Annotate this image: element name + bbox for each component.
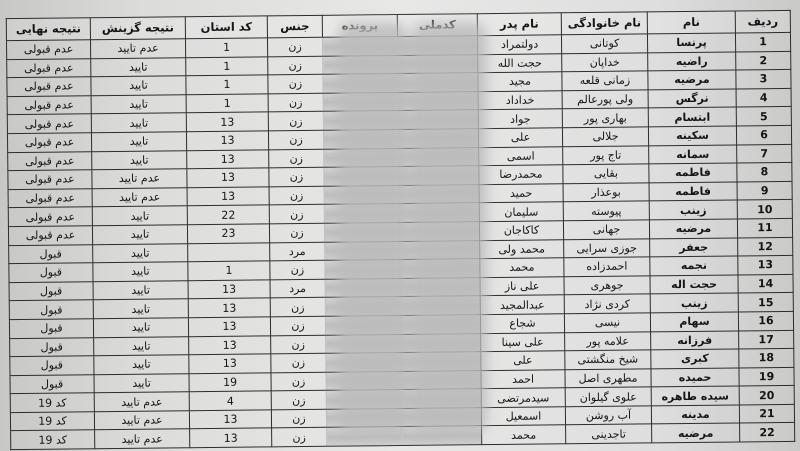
selection-result-cell: تایید xyxy=(91,76,186,96)
selection-result-cell: تایید xyxy=(92,206,187,226)
selection-result-cell: تایید xyxy=(93,280,188,300)
father-name-cell: اسمعیل xyxy=(481,407,565,426)
row-index-cell: 21 xyxy=(739,404,794,423)
first-name-cell: زینب xyxy=(649,200,737,220)
header-last-name: نام خانوادگی xyxy=(561,12,647,35)
province-code-cell: 13 xyxy=(189,410,271,429)
header-row-index: ردیف xyxy=(735,10,790,33)
father-name-cell: سیدمرتضی xyxy=(481,388,565,407)
first-name-cell: مرضیه xyxy=(652,423,740,443)
row-index-cell: 20 xyxy=(739,386,794,405)
row-index-cell: 12 xyxy=(738,237,793,256)
first-name-cell: نرگس xyxy=(648,89,736,109)
last-name-cell: جهانی xyxy=(563,220,649,239)
selection-result-cell: عدم تایید xyxy=(94,411,189,431)
row-index-cell: 15 xyxy=(738,293,793,312)
final-result-cell: عدم قبولی xyxy=(8,151,92,170)
first-name-cell: فاطمه xyxy=(649,163,737,183)
gender-cell: زن xyxy=(271,335,326,354)
last-name-cell: زمانی قلعه xyxy=(562,71,648,90)
selection-result-cell: تایید xyxy=(93,299,188,319)
row-index-cell: 7 xyxy=(737,144,792,163)
first-name-cell: مرضیه xyxy=(649,219,737,239)
father-name-cell: سلیمان xyxy=(479,202,563,221)
gender-cell: زن xyxy=(269,186,324,205)
first-name-cell: راضیه xyxy=(648,52,736,72)
selection-result-cell: تایید xyxy=(91,95,186,115)
gender-cell: مرد xyxy=(270,279,325,298)
father-name-cell: محمد ولی xyxy=(480,239,564,258)
province-code-cell: 13 xyxy=(190,428,272,447)
final-result-cell: قبول xyxy=(10,356,94,375)
gender-cell: مرد xyxy=(270,242,325,261)
selection-result-cell: تایید xyxy=(91,57,186,77)
father-name-cell: حجت الله xyxy=(478,53,562,72)
header-first-name: نام xyxy=(647,11,735,34)
row-index-cell: 11 xyxy=(737,218,792,237)
first-name-cell: کبری xyxy=(651,349,739,369)
last-name-cell: علوی گیلوان xyxy=(565,387,651,406)
father-name-cell: احمد xyxy=(481,369,565,388)
selection-result-cell: عدم تایید xyxy=(92,169,187,189)
row-index-cell: 18 xyxy=(739,348,794,367)
first-name-cell: سهام xyxy=(650,312,738,332)
last-name-cell: جوهری xyxy=(564,276,650,295)
gender-cell: زن xyxy=(270,316,325,335)
father-name-cell: محمدرضا xyxy=(479,165,563,184)
final-result-cell: عدم قبولی xyxy=(7,58,91,77)
province-code-cell: 19 xyxy=(189,373,271,392)
row-index-cell: 13 xyxy=(738,256,793,275)
province-code-cell: 22 xyxy=(187,205,269,224)
gender-cell: زن xyxy=(268,93,323,112)
last-name-cell: پیوسته xyxy=(563,201,649,220)
final-result-cell: عدم قبولی xyxy=(7,77,91,96)
row-index-cell: 17 xyxy=(739,330,794,349)
gender-cell: زن xyxy=(269,205,324,224)
row-index-cell: 19 xyxy=(739,367,794,386)
gender-cell: زن xyxy=(271,372,326,391)
final-result-cell: کد 19 xyxy=(11,430,95,449)
final-result-cell: عدم قبولی xyxy=(8,226,92,245)
row-index-cell: 10 xyxy=(737,200,792,219)
father-name-cell: مجید xyxy=(478,72,562,91)
father-name-cell: محمد xyxy=(480,258,564,277)
father-name-cell: حمید xyxy=(479,184,563,203)
province-code-cell: 13 xyxy=(188,317,270,336)
final-result-cell: قبول xyxy=(9,244,93,263)
first-name-cell: ابتسام xyxy=(648,107,736,127)
last-name-cell: بوعذار xyxy=(563,183,649,202)
last-name-cell: خداپان xyxy=(562,52,648,71)
selection-result-cell: تایید xyxy=(94,336,189,356)
selection-result-cell: عدم تایید xyxy=(90,39,185,59)
final-result-cell: کد 19 xyxy=(10,393,94,412)
province-code-cell: 1 xyxy=(188,261,270,280)
last-name-cell: جلالی xyxy=(562,127,648,146)
last-name-cell: نیسی xyxy=(564,313,650,332)
final-result-cell: کد 19 xyxy=(10,412,94,431)
row-index-cell: 3 xyxy=(736,70,791,89)
final-result-cell: عدم قبولی xyxy=(7,133,91,152)
gender-cell: زن xyxy=(271,353,326,372)
last-name-cell: مطهری اصل xyxy=(565,369,651,388)
first-name-cell: سیده طاهره xyxy=(651,386,739,406)
final-result-cell: قبول xyxy=(10,337,94,356)
province-code-cell: 13 xyxy=(187,187,269,206)
row-index-cell: 14 xyxy=(738,274,793,293)
province-code-cell: 13 xyxy=(189,335,271,354)
first-name-cell: فاطمه xyxy=(649,182,737,202)
redaction-blur-file-number xyxy=(338,22,408,434)
province-code-cell: 13 xyxy=(187,168,269,187)
first-name-cell: حمیده xyxy=(651,368,739,388)
province-code-cell: 1 xyxy=(185,38,267,57)
father-name-cell: شجاع xyxy=(480,314,564,333)
row-index-cell: 1 xyxy=(735,32,790,51)
selection-result-cell: عدم تایید xyxy=(92,187,187,207)
last-name-cell: ولی پورعالم xyxy=(562,90,648,109)
province-code-cell: 13 xyxy=(188,280,270,299)
gender-cell: زن xyxy=(269,223,324,242)
row-index-cell: 5 xyxy=(736,107,791,126)
gender-cell: زن xyxy=(270,260,325,279)
father-name-cell: اسمی xyxy=(479,146,563,165)
last-name-cell: جوزی سرایی xyxy=(564,238,650,257)
father-name-cell: علی xyxy=(481,351,565,370)
redaction-blur-national-code xyxy=(411,22,487,434)
selection-result-cell: تایید xyxy=(93,262,188,282)
final-result-cell: عدم قبولی xyxy=(7,96,91,115)
gender-cell: زن xyxy=(269,149,324,168)
province-code-cell: 4 xyxy=(189,391,271,410)
first-name-cell: فرزانه xyxy=(651,330,739,350)
last-name-cell: کردی نژاد xyxy=(564,294,650,313)
final-result-cell: عدم قبولی xyxy=(6,40,90,59)
province-code-cell: 13 xyxy=(189,354,271,373)
province-code-cell: 13 xyxy=(186,131,268,150)
selection-result-cell: تایید xyxy=(91,132,186,152)
last-name-cell: کوتانی xyxy=(561,34,647,53)
last-name-cell: احمدزاده xyxy=(564,257,650,276)
selection-result-cell: عدم تایید xyxy=(94,392,189,412)
last-name-cell: بهاری پور xyxy=(562,108,648,127)
final-result-cell: قبول xyxy=(9,300,93,319)
gender-cell: زن xyxy=(268,130,323,149)
province-code-cell: 1 xyxy=(186,56,268,75)
selection-result-cell: تایید xyxy=(92,150,187,170)
header-province-code: کد استان xyxy=(185,16,267,39)
row-index-cell: 6 xyxy=(736,125,791,144)
first-name-cell: زینب xyxy=(650,293,738,313)
first-name-cell: مرضیه xyxy=(648,70,736,90)
father-name-cell: محمد xyxy=(482,425,566,444)
gender-cell: زن xyxy=(267,37,322,56)
gender-cell: زن xyxy=(268,112,323,131)
father-name-cell: دولتمراد xyxy=(477,35,561,54)
final-result-cell: عدم قبولی xyxy=(8,188,92,207)
row-index-cell: 8 xyxy=(737,163,792,182)
row-index-cell: 9 xyxy=(737,181,792,200)
father-name-cell: عبدالمجید xyxy=(480,295,564,314)
last-name-cell: تاج پور xyxy=(563,145,649,164)
gender-cell: زن xyxy=(272,428,327,447)
province-code-cell: 13 xyxy=(188,298,270,317)
last-name-cell: تاجدینی xyxy=(566,424,652,443)
gender-cell: زن xyxy=(271,409,326,428)
final-result-cell: قبول xyxy=(9,319,93,338)
first-name-cell: سکینه xyxy=(648,126,736,146)
header-father-name: نام پدر xyxy=(477,13,561,36)
final-result-cell: عدم قبولی xyxy=(8,170,92,189)
final-result-cell: عدم قبولی xyxy=(8,207,92,226)
final-result-cell: عدم قبولی xyxy=(7,114,91,133)
province-code-cell: 13 xyxy=(186,112,268,131)
first-name-cell: حجت اله xyxy=(650,275,738,295)
province-code-cell xyxy=(188,242,270,261)
father-name-cell: علی ناز xyxy=(480,277,564,296)
last-name-cell: آب روشن xyxy=(565,406,651,425)
father-name-cell: کاکاجان xyxy=(479,221,563,240)
father-name-cell: علی سینا xyxy=(481,332,565,351)
last-name-cell: بقایی xyxy=(563,164,649,183)
province-code-cell: 13 xyxy=(187,149,269,168)
first-name-cell: پرنسا xyxy=(647,33,735,53)
father-name-cell: علی xyxy=(478,128,562,147)
final-result-cell: قبول xyxy=(10,374,94,393)
selection-result-cell: تایید xyxy=(91,113,186,133)
first-name-cell: جعفر xyxy=(650,238,738,258)
first-name-cell: نجمه xyxy=(650,256,738,276)
header-gender: جنس xyxy=(267,15,322,38)
selection-result-cell: تایید xyxy=(93,318,188,338)
gender-cell: زن xyxy=(270,298,325,317)
province-code-cell: 23 xyxy=(187,224,269,243)
gender-cell: زن xyxy=(268,74,323,93)
province-code-cell: 1 xyxy=(186,75,268,94)
selection-result-cell: تایید xyxy=(94,355,189,375)
province-code-cell: 1 xyxy=(186,94,268,113)
row-index-cell: 2 xyxy=(736,51,791,70)
father-name-cell: خداداد xyxy=(478,91,562,110)
selection-result-cell: تایید xyxy=(93,243,188,263)
father-name-cell: جواد xyxy=(478,109,562,128)
row-index-cell: 22 xyxy=(740,423,795,442)
selection-result-cell: تایید xyxy=(92,225,187,245)
gender-cell: زن xyxy=(268,56,323,75)
first-name-cell: مدینه xyxy=(651,405,739,425)
gender-cell: زن xyxy=(269,167,324,186)
gender-cell: زن xyxy=(271,391,326,410)
last-name-cell: علامه پور xyxy=(565,331,651,350)
header-final-result: نتیجه نهایی xyxy=(6,18,90,41)
selection-result-cell: تایید xyxy=(94,373,189,393)
last-name-cell: شیخ منگشتی xyxy=(565,350,651,369)
selection-result-cell: عدم تایید xyxy=(95,429,190,449)
row-index-cell: 4 xyxy=(736,88,791,107)
final-result-cell: قبول xyxy=(9,263,93,282)
final-result-cell: قبول xyxy=(9,281,93,300)
row-index-cell: 16 xyxy=(738,311,793,330)
header-selection-result: نتیجه گزینش xyxy=(90,17,185,40)
first-name-cell: سمانه xyxy=(649,145,737,165)
